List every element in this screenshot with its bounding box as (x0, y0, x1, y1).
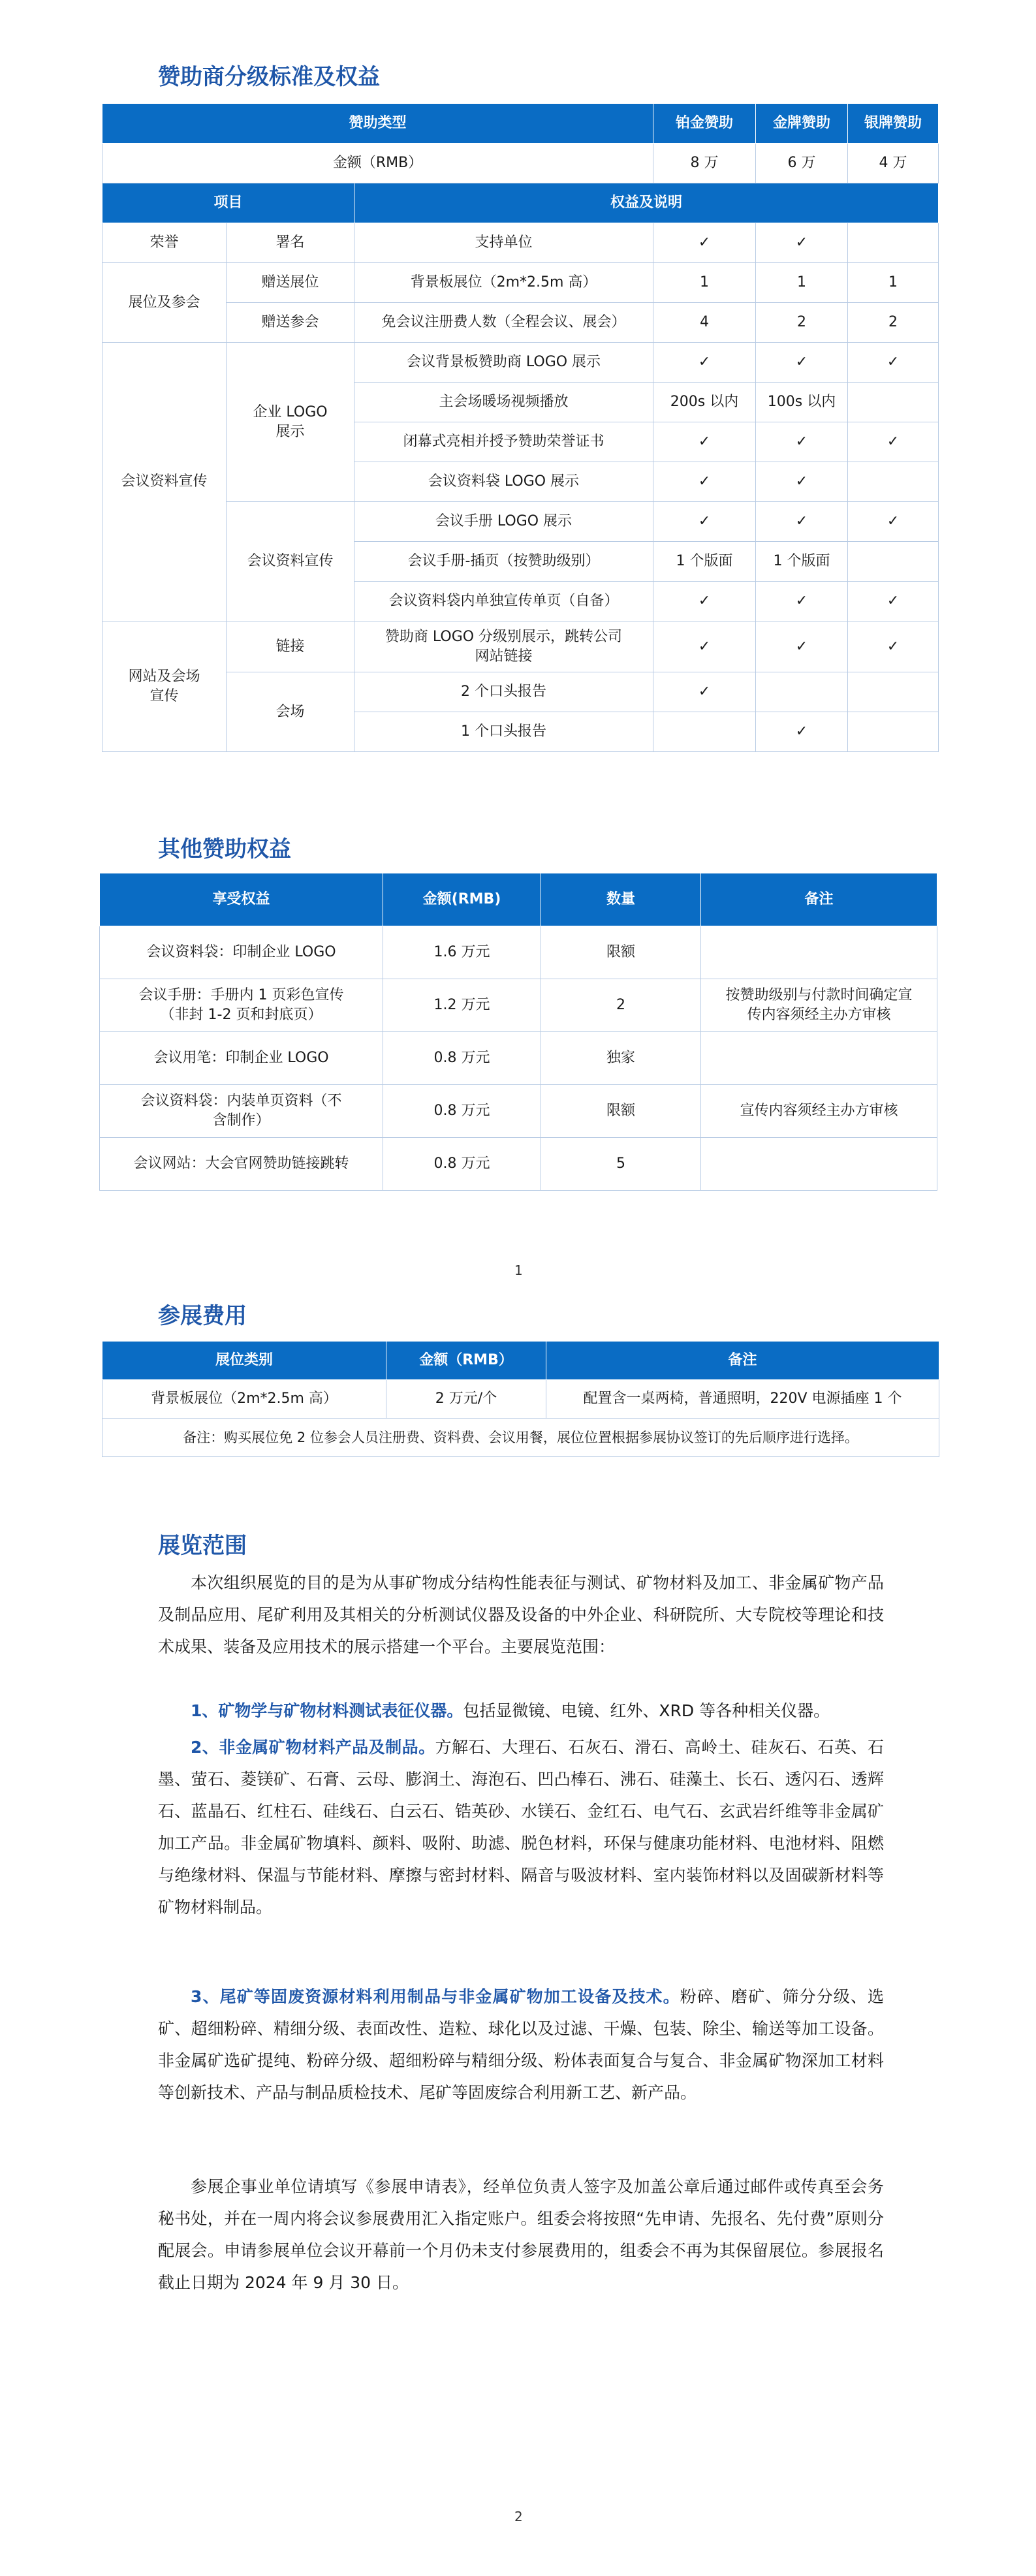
amount-gold: 6 万 (756, 144, 848, 183)
scope-item-1-body: 包括显微镜、电镜、红外、XRD 等各种相关仪器。 (463, 1701, 830, 1720)
silver-value: ✓ (848, 502, 939, 542)
table-row (102, 672, 939, 712)
amount-platinum: 8 万 (653, 144, 756, 183)
amount-row (102, 144, 939, 183)
silver-value (848, 223, 939, 263)
right-desc: 主会场暖场视频播放 (354, 383, 653, 422)
header-note: 备注 (546, 1342, 939, 1380)
table-row (102, 1419, 939, 1457)
silver-value (848, 712, 939, 752)
amount-cell: 1.6 万元 (383, 926, 541, 979)
silver-value (848, 542, 939, 582)
note-cell: 宣传内容须经主办方审核 (701, 1085, 937, 1138)
table-row (100, 979, 937, 1032)
qty-cell: 独家 (541, 1032, 701, 1085)
section-title-other-rights: 其他赞助权益 (158, 836, 291, 862)
header-booth-type: 展位类别 (102, 1342, 386, 1380)
section-title-sponsor-levels: 赞助商分级标准及权益 (158, 64, 380, 90)
subheader-rights: 权益及说明 (354, 183, 939, 223)
sponsor-levels-table (102, 103, 939, 752)
platinum-value: ✓ (653, 343, 756, 383)
amount-cell: 2 万元/个 (386, 1380, 546, 1419)
table-header-row (102, 104, 939, 144)
right-desc: 会议背景板赞助商 LOGO 展示 (354, 343, 653, 383)
subheader-item: 项目 (102, 183, 354, 223)
platinum-value: ✓ (653, 502, 756, 542)
right-desc: 会议资料袋内单独宣传单页（自备） (354, 582, 653, 621)
gold-value: ✓ (756, 621, 848, 672)
scope-item-3-body: 粉碎、磨矿、筛分分级、选矿、超细粉碎、精细分级、表面改性、造粒、球化以及过滤、干燥、包装、除尘、输送等加工设备。非金属矿选矿提纯、粉碎分级、超细粉碎与精细分级、粉体表面复合与复合、非金属矿物深加工材料等创新技术、产品与制品质检技术、尾矿等固废综合利用新工艺、新产品。 (158, 1987, 884, 2102)
silver-value: ✓ (848, 343, 939, 383)
table-subheader-row (102, 183, 939, 223)
platinum-value: ✓ (653, 223, 756, 263)
amount-cell: 0.8 万元 (383, 1085, 541, 1138)
page-number: 1 (514, 1263, 523, 1278)
table-row (102, 343, 939, 383)
gold-value: ✓ (756, 462, 848, 502)
note-cell: 配置含一桌两椅，普通照明，220V 电源插座 1 个 (546, 1380, 939, 1419)
right-cell: 会议用笔：印制企业 LOGO (100, 1032, 383, 1085)
right-cell: 会议网站：大会官网赞助链接跳转 (100, 1138, 383, 1191)
table-row (102, 303, 939, 343)
right-desc: 免会议注册费人数（全程会议、展会） (354, 303, 653, 343)
subcategory-cell: 署名 (227, 223, 354, 263)
gold-value: ✓ (756, 712, 848, 752)
scope-item-2 (158, 1731, 884, 1923)
subcategory-cell: 会场 (227, 672, 354, 752)
gold-value: ✓ (756, 422, 848, 462)
gold-value (756, 672, 848, 712)
table-row (102, 502, 939, 542)
intro-paragraph: 本次组织展览的目的是为从事矿物成分结构性能表征与测试、矿物材料及加工、非金属矿物产品及制品应用、尾矿利用及其相关的分析测试仪器及设备的中外企业、科研院所、大专院校等理论和技术成果、装备及应用技术的展示搭建一个平台。主要展览范围： (158, 1573, 884, 1656)
amount-cell: 0.8 万元 (383, 1032, 541, 1085)
silver-value: ✓ (848, 422, 939, 462)
scope-item-1 (158, 1695, 884, 1727)
amount-cell: 0.8 万元 (383, 1138, 541, 1191)
platinum-value: ✓ (653, 672, 756, 712)
silver-value (848, 462, 939, 502)
note-cell (701, 926, 937, 979)
right-desc: 会议手册 LOGO 展示 (354, 502, 653, 542)
gold-value: ✓ (756, 582, 848, 621)
scope-item-2-head: 2、非金属矿物材料产品及制品。 (191, 1738, 435, 1757)
header-amount: 金额(RMB) (383, 873, 541, 926)
qty-cell: 限额 (541, 1085, 701, 1138)
header-sponsor-type: 赞助类型 (102, 104, 653, 144)
platinum-value: 200s 以内 (653, 383, 756, 422)
platinum-value: 1 个版面 (653, 542, 756, 582)
silver-value: 1 (848, 263, 939, 303)
subcategory-cell: 赠送展位 (227, 263, 354, 303)
header-amount: 金额（RMB） (386, 1342, 546, 1380)
platinum-value: ✓ (653, 621, 756, 672)
silver-value: ✓ (848, 621, 939, 672)
note-cell (701, 1138, 937, 1191)
right-desc: 支持单位 (354, 223, 653, 263)
table-row (100, 1138, 937, 1191)
amount-silver: 4 万 (848, 144, 939, 183)
amount-cell: 1.2 万元 (383, 979, 541, 1032)
platinum-value: 4 (653, 303, 756, 343)
right-desc: 会议手册-插页（按赞助级别） (354, 542, 653, 582)
category-cell: 会议资料宣传 (102, 343, 227, 621)
exhibit-fees-table (102, 1341, 939, 1457)
scope-item-2-body: 方解石、大理石、石灰石、滑石、高岭土、硅灰石、石英、石墨、萤石、菱镁矿、石膏、云母、膨润土、海泡石、凹凸棒石、沸石、硅藻土、长石、透闪石、透辉石、蓝晶石、红柱石、硅线石、白云石、锆英砂、水镁石、金红石、电气石、玄武岩纤维等非金属矿加工产品。非金属矿物填料、颜料、吸附、助滤、脱色材料，环保与健康功能材料、电池材料、阻燃与绝缘材料、保温与节能材料、摩擦与密封材料、隔音与吸波材料、室内装饰材料以及固碳新材料等矿物材料制品。 (158, 1738, 884, 1917)
right-desc: 会议资料袋 LOGO 展示 (354, 462, 653, 502)
subcategory-cell: 企业 LOGO展示 (227, 343, 354, 502)
table-header-row (100, 873, 937, 926)
qty-cell: 5 (541, 1138, 701, 1191)
note-cell: 按赞助级别与付款时间确定宣传内容须经主办方审核 (701, 979, 937, 1032)
right-desc: 1 个口头报告 (354, 712, 653, 752)
right-desc: 赞助商 LOGO 分级别展示，跳转公司网站链接 (354, 621, 653, 672)
table-row (102, 263, 939, 303)
table-header-row (102, 1342, 939, 1380)
header-platinum: 铂金赞助 (653, 104, 756, 144)
header-right: 享受权益 (100, 873, 383, 926)
category-cell: 网站及会场宣传 (102, 621, 227, 752)
header-silver: 银牌赞助 (848, 104, 939, 144)
right-desc: 背景板展位（2m*2.5m 高） (354, 263, 653, 303)
scope-item-1-head: 1、矿物学与矿物材料测试表征仪器。 (191, 1701, 463, 1720)
booth-type-cell: 背景板展位（2m*2.5m 高） (102, 1380, 386, 1419)
platinum-value: ✓ (653, 422, 756, 462)
scope-item-3-head: 3、尾矿等固废资源材料利用制品与非金属矿物加工设备及技术。 (191, 1987, 680, 2006)
page-number: 2 (514, 2509, 523, 2524)
qty-cell: 限额 (541, 926, 701, 979)
table-row (102, 1380, 939, 1419)
silver-value (848, 383, 939, 422)
right-cell: 会议资料袋：印制企业 LOGO (100, 926, 383, 979)
remark-cell: 备注：购买展位免 2 位参会人员注册费、资料费、会议用餐，展位位置根据参展协议签订的先后顺序进行选择。 (102, 1419, 939, 1457)
closing-paragraph: 参展企事业单位请填写《参展申请表》，经单位负责人签字及加盖公章后通过邮件或传真至会务秘书处，并在一周内将会议参展费用汇入指定账户。组委会将按照“先申请、先报名、先付费”原则分配展会。申请参展单位会议开幕前一个月仍未支付参展费用的，组委会不再为其保留展位。参展报名截止日期为 2024 年 9 月 30 日。 (158, 2177, 884, 2292)
gold-value: 2 (756, 303, 848, 343)
gold-value: ✓ (756, 502, 848, 542)
table-row (102, 223, 939, 263)
table-row (100, 1032, 937, 1085)
silver-value: 2 (848, 303, 939, 343)
platinum-value: ✓ (653, 462, 756, 502)
right-desc: 闭幕式亮相并授予赞助荣誉证书 (354, 422, 653, 462)
platinum-value (653, 712, 756, 752)
platinum-value: 1 (653, 263, 756, 303)
silver-value: ✓ (848, 582, 939, 621)
header-note: 备注 (701, 873, 937, 926)
qty-cell: 2 (541, 979, 701, 1032)
subcategory-cell: 链接 (227, 621, 354, 672)
scope-item-3 (158, 1981, 884, 2109)
gold-value: 100s 以内 (756, 383, 848, 422)
subcategory-cell: 会议资料宣传 (227, 502, 354, 621)
note-cell (701, 1032, 937, 1085)
table-row (100, 1085, 937, 1138)
right-desc: 2 个口头报告 (354, 672, 653, 712)
gold-value: ✓ (756, 343, 848, 383)
right-cell: 会议资料袋：内装单页资料（不含制作） (100, 1085, 383, 1138)
category-cell: 展位及参会 (102, 263, 227, 343)
other-rights-table (99, 873, 937, 1191)
header-gold: 金牌赞助 (756, 104, 848, 144)
gold-value: 1 (756, 263, 848, 303)
platinum-value: ✓ (653, 582, 756, 621)
silver-value (848, 672, 939, 712)
subcategory-cell: 赠送参会 (227, 303, 354, 343)
section-title-exhibit-fees: 参展费用 (158, 1303, 247, 1329)
gold-value: ✓ (756, 223, 848, 263)
table-row (100, 926, 937, 979)
header-qty: 数量 (541, 873, 701, 926)
gold-value: 1 个版面 (756, 542, 848, 582)
category-cell: 荣誉 (102, 223, 227, 263)
amount-label: 金额（RMB） (102, 144, 653, 183)
section-title-exhibit-scope: 展览范围 (158, 1533, 247, 1559)
right-cell: 会议手册：手册内 1 页彩色宣传（非封 1-2 页和封底页） (100, 979, 383, 1032)
table-row (102, 621, 939, 672)
